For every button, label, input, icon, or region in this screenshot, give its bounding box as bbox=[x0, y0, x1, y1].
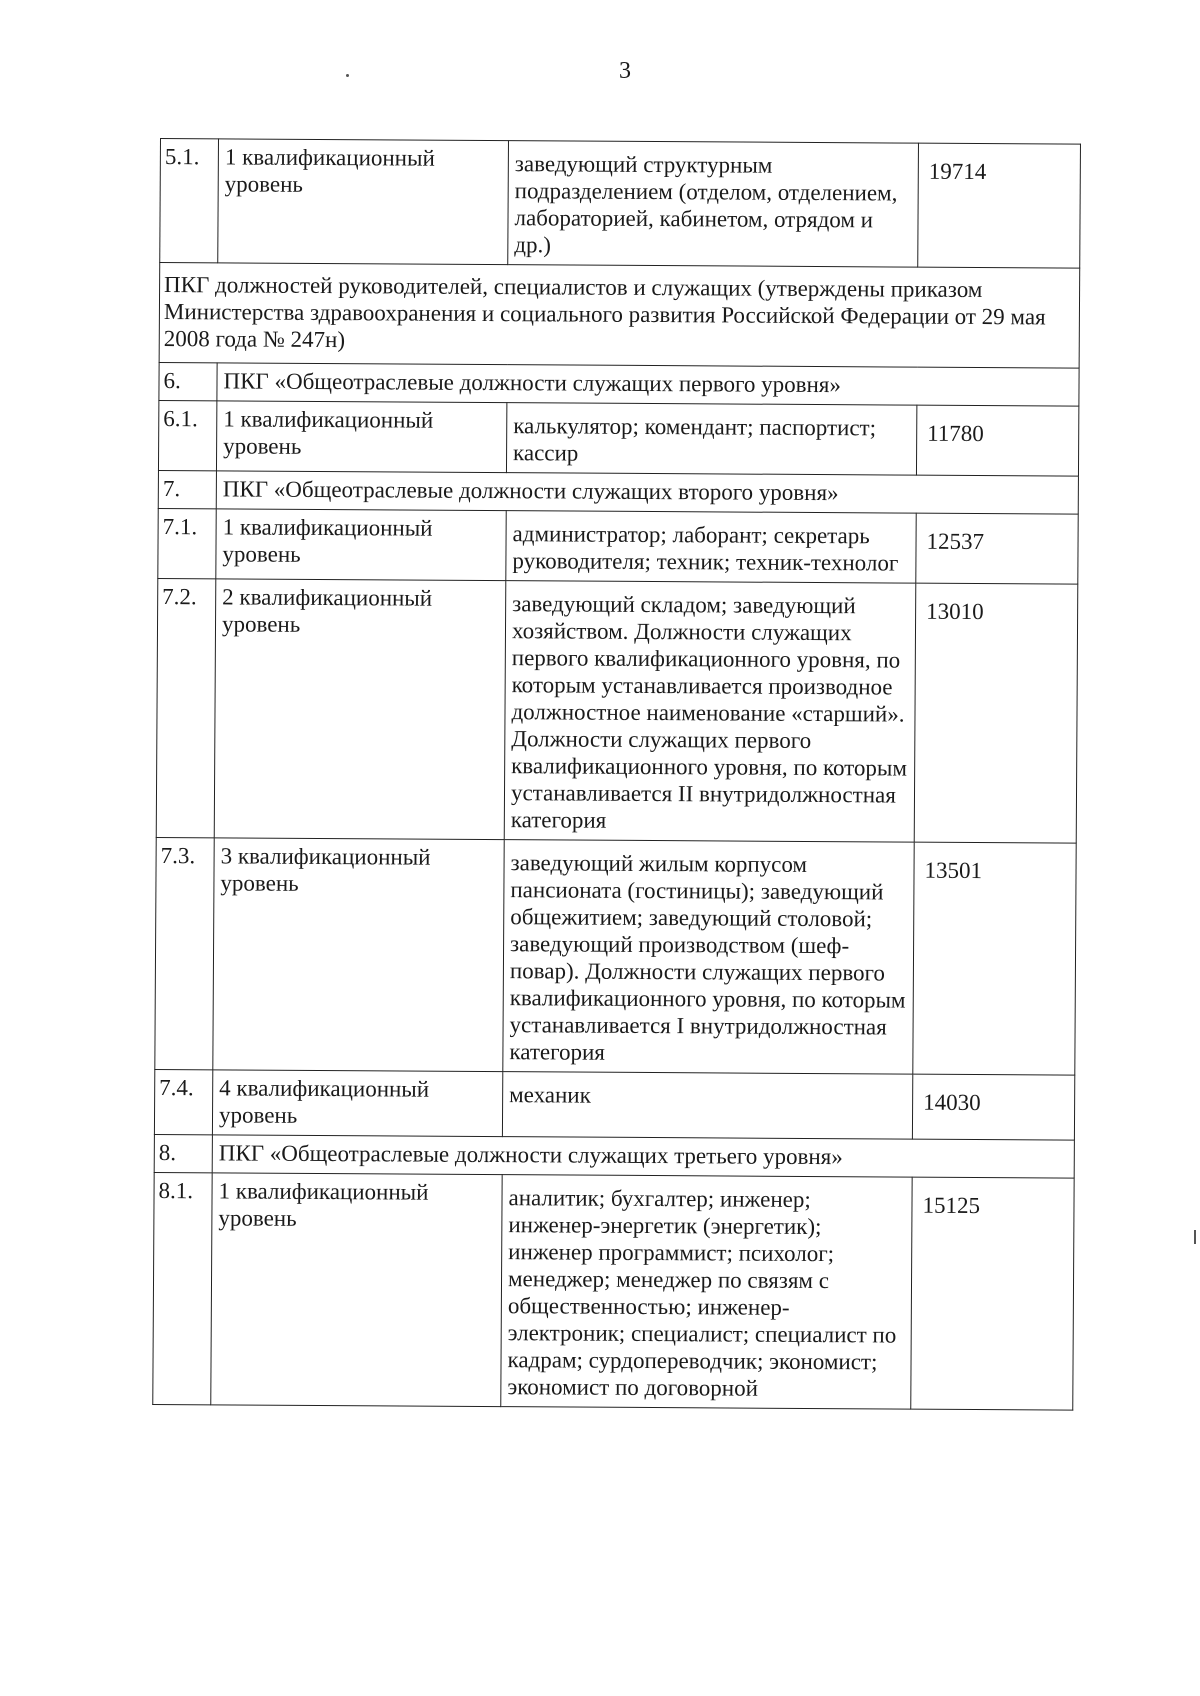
table-row bbox=[160, 139, 1081, 269]
qualification-level: 2 квалификационный уровень bbox=[214, 579, 506, 840]
row-number: 5.1. bbox=[160, 139, 219, 263]
positions-list: заведующий структурным подразделением (отделом, отделением, лабораторией, кабинетом, отрядом и др.) bbox=[508, 141, 919, 268]
row-number: 6.1. bbox=[158, 400, 216, 470]
salary-value: 11780 bbox=[916, 405, 1078, 476]
qualification-level: 4 квалификационный уровень bbox=[212, 1070, 502, 1137]
table-row bbox=[155, 837, 1076, 1075]
positions-list: механик bbox=[502, 1072, 912, 1140]
group-header-row bbox=[158, 470, 1078, 514]
salary-table bbox=[152, 138, 1081, 1411]
group-number: 7. bbox=[158, 470, 216, 508]
table-row bbox=[158, 400, 1078, 476]
scan-dot bbox=[346, 74, 349, 77]
section-note-row bbox=[159, 263, 1080, 369]
group-header-row bbox=[154, 1134, 1074, 1178]
salary-value: 13010 bbox=[914, 583, 1078, 843]
row-number: 7.1. bbox=[158, 508, 216, 578]
salary-value: 15125 bbox=[911, 1177, 1074, 1410]
row-number: 7.2. bbox=[156, 578, 216, 837]
group-title: ПКГ «Общеотраслевые должности служащих первого уровня» bbox=[217, 363, 1079, 406]
positions-list: администратор; лаборант; секретарь руководителя; техник; техник-технолог bbox=[506, 511, 916, 584]
qualification-level: 1 квалификационный уровень bbox=[216, 509, 506, 581]
positions-list: заведующий жилым корпусом пансионата (гостиницы); заведующий общежитием; заведующий столовой; заведующий производством (шеф-повар). Должности служащих первого квалификационного уровня, по которым устанавливается I внутридолжностная категория bbox=[503, 840, 914, 1075]
positions-list: калькулятор; комендант; паспортист; кассир bbox=[506, 403, 916, 476]
group-title: ПКГ «Общеотраслевые должности служащих второго уровня» bbox=[216, 471, 1078, 514]
table-row bbox=[156, 578, 1078, 843]
group-number: 6. bbox=[159, 362, 217, 400]
section-note: ПКГ должностей руководителей, специалистов и служащих (утверждены приказом Министерства здравоохранения и социального развития Российской Федерации от 29 мая 2008 года № 247н) bbox=[159, 263, 1080, 369]
page-number: 3 bbox=[619, 58, 631, 84]
qualification-level: 1 квалификационный уровень bbox=[211, 1173, 502, 1407]
qualification-level: 1 квалификационный уровень bbox=[218, 139, 509, 265]
positions-list: аналитик; бухгалтер; инженер; инженер-энергетик (энергетик); инженер программист; психолог; менеджер; менеджер по связям с общественностью; инженер-электроник; специалист; специалист по кадрам; сурдопереводчик; экономист; экономист по договорной bbox=[501, 1175, 912, 1410]
row-number: 8.1. bbox=[153, 1172, 212, 1404]
salary-value: 13501 bbox=[913, 842, 1076, 1075]
qualification-level: 3 квалификационный уровень bbox=[213, 838, 504, 1072]
table-row bbox=[154, 1069, 1074, 1140]
positions-list: заведующий складом; заведующий хозяйством. Должности служащих первого квалификационного уровня, по которым устанавливается производное должностное наименование «старший». Должности служащих первого квалификационного уровня, по которым устанавливается II внутридолжностная категория bbox=[504, 581, 916, 842]
salary-value: 19714 bbox=[918, 143, 1081, 268]
group-number: 8. bbox=[154, 1134, 212, 1172]
group-title: ПКГ «Общеотраслевые должности служащих третьего уровня» bbox=[212, 1135, 1074, 1178]
row-number: 7.3. bbox=[155, 837, 214, 1069]
scan-mark bbox=[1194, 1230, 1196, 1244]
group-header-row bbox=[159, 362, 1079, 406]
table-row bbox=[158, 508, 1078, 584]
row-number: 7.4. bbox=[154, 1069, 212, 1134]
qualification-level: 1 квалификационный уровень bbox=[216, 401, 506, 473]
salary-value: 14030 bbox=[912, 1074, 1074, 1140]
salary-value: 12537 bbox=[916, 513, 1078, 584]
table-row bbox=[153, 1172, 1074, 1410]
